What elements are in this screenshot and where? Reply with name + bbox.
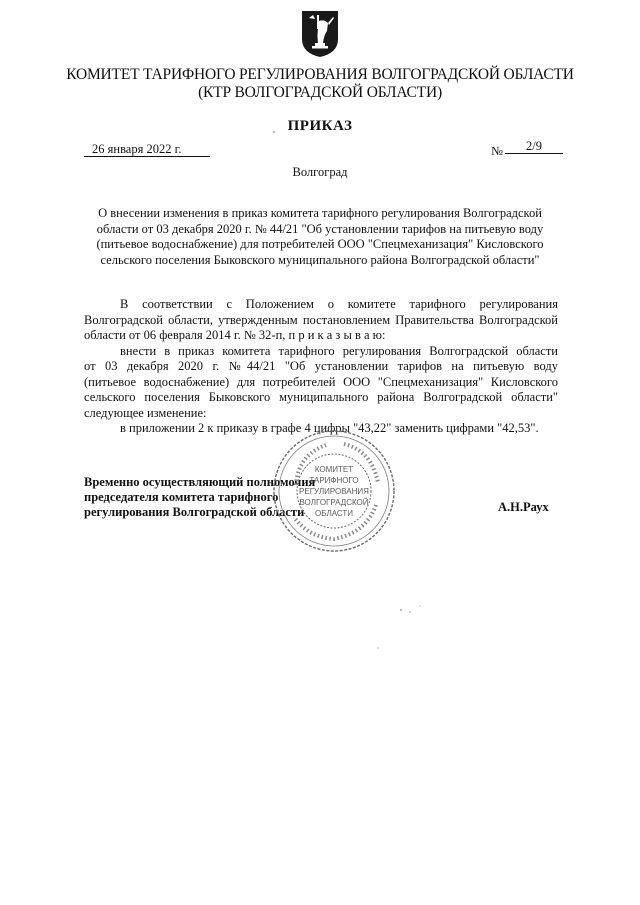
- subject-line: (питьевое водоснабжение) для потребителей ООО "Спецмеханизация" Кисловского: [96, 237, 544, 251]
- body-paragraph-line: следующее изменение:: [84, 405, 207, 420]
- body-paragraph-line: от 03 декабря 2020 г. №44/21 "Об установлении тарифов на питьевую воду: [84, 359, 558, 373]
- signer-position-line: председателя комитета тарифного: [84, 490, 279, 504]
- document-body: [84, 297, 558, 437]
- subject-line: сельского поселения Быковского муниципального района Волгоградской области": [100, 252, 540, 267]
- official-seal-stamp: [268, 425, 400, 557]
- body-paragraph-line: В соответствии с Положением о комитете тарифного регулирования: [120, 297, 558, 311]
- document-subject: [88, 206, 552, 268]
- document-type-title: ПРИКАЗ: [287, 118, 353, 134]
- document-date: 26 января 2022 г.: [84, 142, 210, 157]
- body-paragraph-line: сельского поселения Быковского муниципального района Волгоградской области": [84, 390, 558, 404]
- document-number: 2/9: [505, 139, 563, 154]
- stamp-text-line: РЕГУЛИРОВАНИЯ: [299, 487, 369, 496]
- document-number-label: №: [491, 144, 503, 158]
- subject-line: области от 03 декабря 2020 г. № 44/21 "Об установлении тарифов на питьевую воду: [96, 221, 544, 236]
- body-paragraph-line: внести в приказ комитета тарифного регулирования Волгоградской области: [120, 343, 558, 358]
- body-paragraph-line: (питьевое водоснабжение) для потребителей ООО "Спецмеханизация" Кисловского: [84, 374, 558, 389]
- organization-abbreviation: (КТР ВОЛГОГРАДСКОЙ ОБЛАСТИ): [198, 84, 442, 101]
- organization-name: КОМИТЕТ ТАРИФНОГО РЕГУЛИРОВАНИЯ ВОЛГОГРАДСКОЙ ОБЛАСТИ: [66, 66, 574, 83]
- stamp-text-line: ВОЛГОГРАДСКОЙ: [299, 498, 369, 507]
- body-paragraph-line: Волгоградской области, утвержденным постановлением Правительства Волгоградской: [84, 312, 558, 327]
- coat-of-arms-emblem: [300, 9, 340, 59]
- signer-name: А.Н.Раух: [498, 500, 549, 514]
- stamp-text-line: КОМИТЕТ: [314, 465, 354, 474]
- document-city: Волгоград: [292, 165, 348, 179]
- stamp-text-line: ОБЛАСТИ: [314, 509, 354, 518]
- subject-line: О внесении изменения в приказ комитета тарифного регулирования Волгоградской: [98, 206, 542, 220]
- stamp-text-line: ТАРИФНОГО: [309, 476, 359, 485]
- body-paragraph-line: в приложении 2 к приказу в графе 4 цифры "43,22" заменить цифрами "42,53".: [120, 421, 539, 435]
- body-paragraph-line: области от 06 февраля 2014 г. № 32-п, п р и к а з ы в а ю:: [84, 328, 386, 342]
- signer-position-line: Временно осуществляющий полномочия: [84, 475, 316, 489]
- signer-position-line: регулирования Волгоградской области: [84, 505, 305, 519]
